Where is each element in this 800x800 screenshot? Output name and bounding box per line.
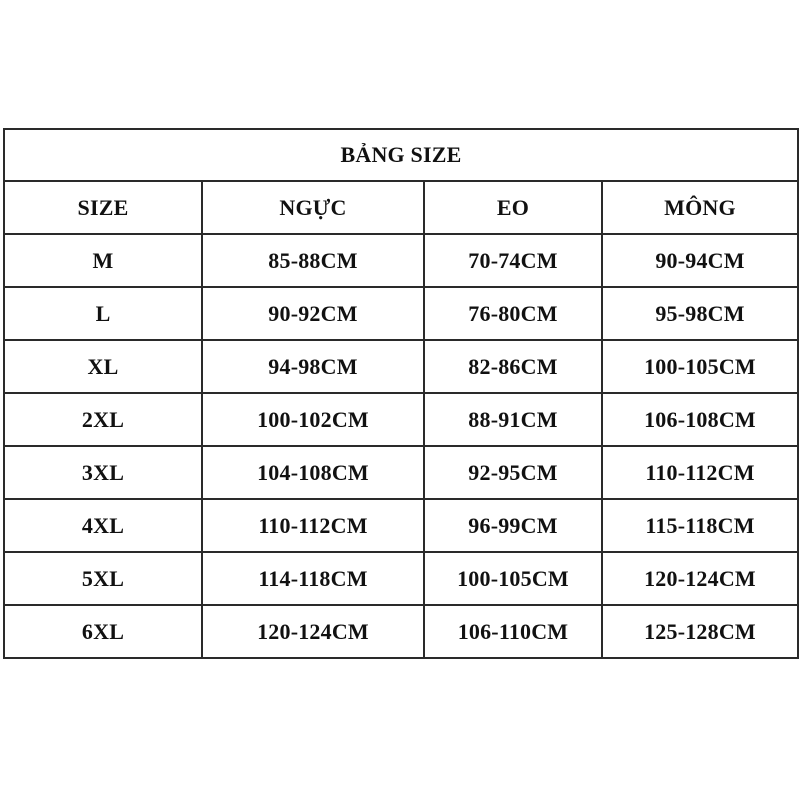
cell-size: L [4, 287, 202, 340]
cell-hip: 120-124CM [602, 552, 798, 605]
cell-chest: 100-102CM [202, 393, 424, 446]
header-hip: MÔNG [602, 181, 798, 234]
table-title: BẢNG SIZE [4, 129, 798, 181]
cell-hip: 115-118CM [602, 499, 798, 552]
cell-waist: 70-74CM [424, 234, 602, 287]
cell-chest: 110-112CM [202, 499, 424, 552]
cell-hip: 106-108CM [602, 393, 798, 446]
table-row [4, 499, 798, 552]
table-row [4, 287, 798, 340]
table-row [4, 446, 798, 499]
header-row [4, 181, 798, 234]
cell-hip: 100-105CM [602, 340, 798, 393]
cell-waist: 76-80CM [424, 287, 602, 340]
cell-size: 5XL [4, 552, 202, 605]
header-waist: EO [424, 181, 602, 234]
header-size: SIZE [4, 181, 202, 234]
cell-waist: 82-86CM [424, 340, 602, 393]
cell-waist: 106-110CM [424, 605, 602, 658]
cell-hip: 125-128CM [602, 605, 798, 658]
cell-size: 2XL [4, 393, 202, 446]
cell-size: XL [4, 340, 202, 393]
cell-hip: 95-98CM [602, 287, 798, 340]
cell-chest: 114-118CM [202, 552, 424, 605]
table-row [4, 605, 798, 658]
cell-size: 3XL [4, 446, 202, 499]
title-row [4, 129, 798, 181]
table-body [4, 234, 798, 658]
cell-hip: 110-112CM [602, 446, 798, 499]
cell-waist: 96-99CM [424, 499, 602, 552]
cell-size: M [4, 234, 202, 287]
cell-size: 6XL [4, 605, 202, 658]
table-row [4, 393, 798, 446]
cell-waist: 92-95CM [424, 446, 602, 499]
cell-chest: 94-98CM [202, 340, 424, 393]
cell-hip: 90-94CM [602, 234, 798, 287]
table-row [4, 234, 798, 287]
cell-chest: 104-108CM [202, 446, 424, 499]
size-chart-table [3, 128, 799, 659]
cell-chest: 85-88CM [202, 234, 424, 287]
cell-chest: 90-92CM [202, 287, 424, 340]
table-row [4, 552, 798, 605]
cell-waist: 100-105CM [424, 552, 602, 605]
table-row [4, 340, 798, 393]
header-chest: NGỰC [202, 181, 424, 234]
cell-chest: 120-124CM [202, 605, 424, 658]
cell-size: 4XL [4, 499, 202, 552]
cell-waist: 88-91CM [424, 393, 602, 446]
